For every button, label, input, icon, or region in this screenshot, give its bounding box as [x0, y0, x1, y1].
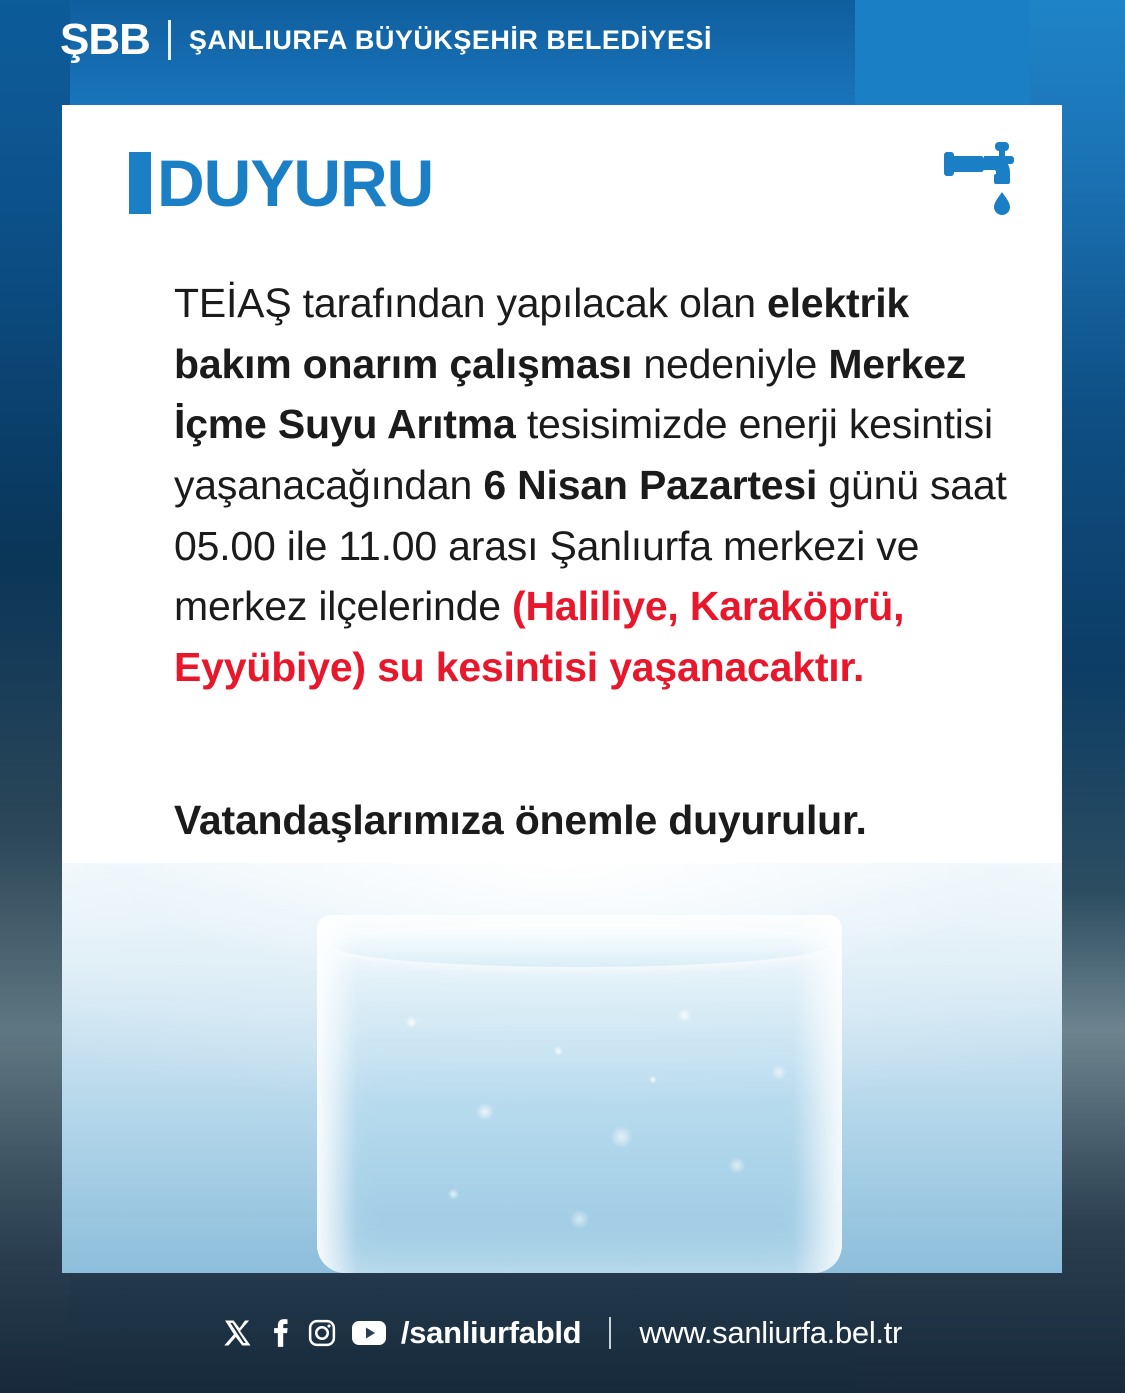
bubbles-overlay	[317, 915, 842, 1273]
logo-divider	[168, 20, 171, 60]
water-tap-icon	[910, 105, 1062, 250]
logo-abbreviation: ŞBB	[60, 15, 150, 64]
title-row	[62, 146, 434, 220]
text-bold-2: Merkez İçme Suyu Arıtma	[174, 340, 967, 448]
glass-left-highlight	[317, 915, 357, 1273]
background-left-strip	[0, 0, 70, 1393]
text-bold-1: elektrik bakım onarım çalışması	[174, 280, 910, 387]
closing-statement: Vatandaşlarımıza önemle duyurulur.	[174, 797, 867, 843]
footer-divider	[609, 1317, 611, 1349]
instagram-icon[interactable]	[307, 1318, 337, 1348]
title-accent-bar	[129, 152, 151, 214]
facebook-icon[interactable]	[267, 1318, 293, 1348]
footer	[0, 1273, 1125, 1393]
website-url[interactable]: www.sanliurfa.bel.tr	[639, 1315, 903, 1350]
glass-shape	[317, 915, 842, 1273]
announcement-body	[174, 273, 1034, 698]
social-handle[interactable]: /sanliurfabld	[400, 1315, 582, 1350]
page-title: DUYURU	[157, 146, 434, 220]
text-segment-2: nedeniyle	[632, 340, 829, 387]
background-blue-tab	[855, 0, 1030, 120]
organization-name: ŞANLIURFA BÜYÜKŞEHİR BELEDİYESİ	[188, 24, 712, 55]
glass-right-highlight	[794, 915, 842, 1273]
social-icon-group	[223, 1318, 387, 1348]
x-icon[interactable]	[223, 1318, 253, 1348]
water-glass-photo	[62, 863, 1062, 1273]
youtube-icon[interactable]	[351, 1319, 387, 1347]
text-bold-3: 6 Nisan Pazartesi	[483, 462, 818, 509]
text-segment-1: TEİAŞ tarafından yapılacak olan	[174, 280, 768, 326]
announcement-card	[62, 105, 1062, 1273]
text-segment-4: günü saat 05.00 ile 11.00 arası Şanlıurfa merkezi ve merkez ilçelerinde	[174, 462, 1007, 630]
text-segment-3: tesisimizde enerji kesintisi yaşanacağından	[174, 401, 993, 509]
header	[60, 15, 712, 64]
text-highlight-red: (Haliliye, Karaköprü, Eyyübiye) su kesintisi yaşanacaktır.	[174, 583, 905, 691]
